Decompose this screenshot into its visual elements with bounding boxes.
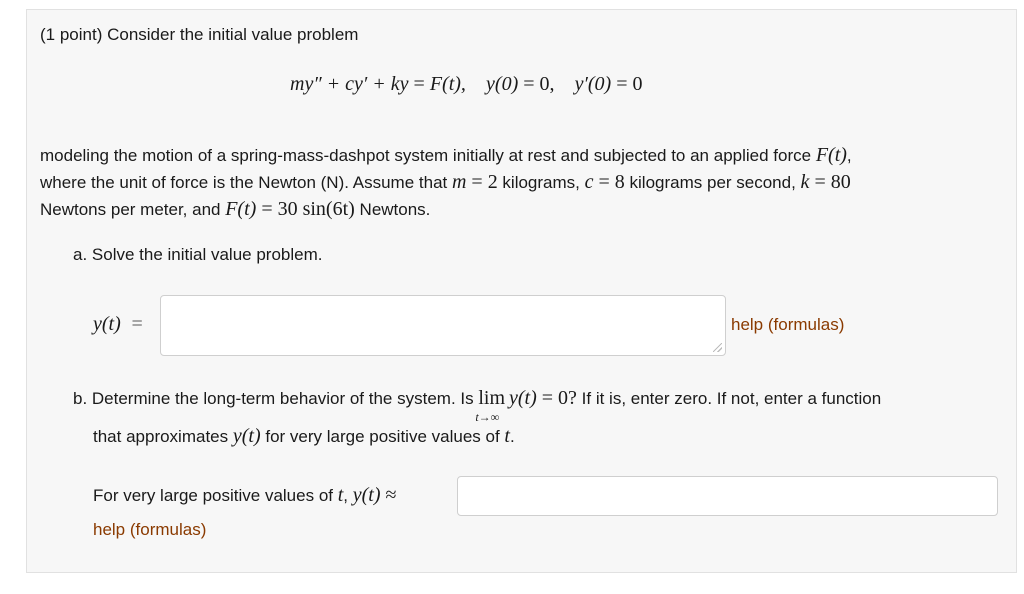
description-line-3	[40, 198, 430, 221]
part-a-help-link[interactable]: help (formulas)	[731, 315, 845, 334]
problem-header: (1 point) Consider the initial value problem	[40, 25, 359, 44]
t-symbol: t	[504, 425, 510, 447]
part-a-answer-label	[93, 313, 143, 336]
initial-condition-1-lhs: y(0)	[486, 73, 519, 95]
equation-lhs: my″ + cy′ + ky	[290, 73, 409, 95]
description-text: modeling the motion of a spring-mass-dashpot system initially at rest and subjected to an applied force	[40, 146, 816, 165]
part-b-prompt-line-1	[73, 387, 882, 424]
equals-sign: =	[131, 313, 143, 335]
limit-expression: y(t)	[509, 387, 537, 409]
description-text: Newtons.	[354, 200, 431, 219]
t-symbol: t	[337, 484, 344, 506]
punctuation: ,	[343, 486, 353, 505]
description-line-2	[40, 171, 851, 194]
part-a-answer-input[interactable]	[160, 295, 726, 356]
part-b-answer-input[interactable]	[457, 476, 998, 516]
limit-subscript: t→∞	[475, 410, 500, 424]
equation-equals: =	[408, 73, 430, 95]
part-b-answer-label	[93, 484, 396, 507]
spring-value: = 80	[809, 171, 851, 193]
description-text: kilograms per second,	[624, 173, 801, 192]
limit-operator	[475, 387, 506, 424]
damping-symbol: c	[584, 171, 594, 193]
prompt-text: b. Determine the long-term behavior of the system. Is	[73, 389, 479, 408]
description-text: kilograms,	[497, 173, 585, 192]
description-line-1	[40, 144, 852, 167]
equation-rhs: F(t),	[429, 73, 466, 95]
answer-label-math: y(t)	[93, 313, 121, 335]
initial-condition-2-rhs: = 0	[611, 73, 643, 95]
prompt-text: If it is, enter zero. If not, enter a function	[576, 389, 882, 408]
answer-text: For very large positive values of	[93, 486, 338, 505]
prompt-text: that approximates	[93, 427, 233, 446]
part-b-help-link[interactable]: help (formulas)	[93, 520, 207, 539]
y-of-t: y(t)	[232, 425, 261, 447]
resize-handle[interactable]	[713, 343, 722, 352]
damping-value: = 8	[593, 171, 625, 193]
part-b-prompt-line-2	[93, 425, 515, 448]
force-symbol: F(t)	[225, 198, 257, 220]
punctuation: .	[509, 427, 515, 446]
punctuation: ,	[846, 146, 852, 165]
mass-value: = 2	[466, 171, 498, 193]
prompt-text: for very large positive values of	[260, 427, 505, 446]
description-text: Newtons per meter, and	[40, 200, 226, 219]
description-text: where the unit of force is the Newton (N). Assume that	[40, 173, 452, 192]
limit-value: = 0?	[536, 387, 577, 409]
initial-condition-1-rhs: = 0,	[518, 73, 555, 95]
ivp-equation	[290, 70, 643, 96]
approx-sign: ≈	[380, 484, 397, 506]
mass-symbol: m	[451, 171, 467, 193]
limit-word: lim	[478, 387, 506, 409]
part-a-prompt: a. Solve the initial value problem.	[73, 245, 323, 264]
y-of-t: y(t)	[352, 484, 381, 506]
force-expression: = 30 sin(6t)	[256, 198, 355, 220]
force-symbol: F(t)	[815, 144, 847, 166]
spring-symbol: k	[800, 171, 810, 193]
initial-condition-2-lhs: y′(0)	[574, 73, 612, 95]
